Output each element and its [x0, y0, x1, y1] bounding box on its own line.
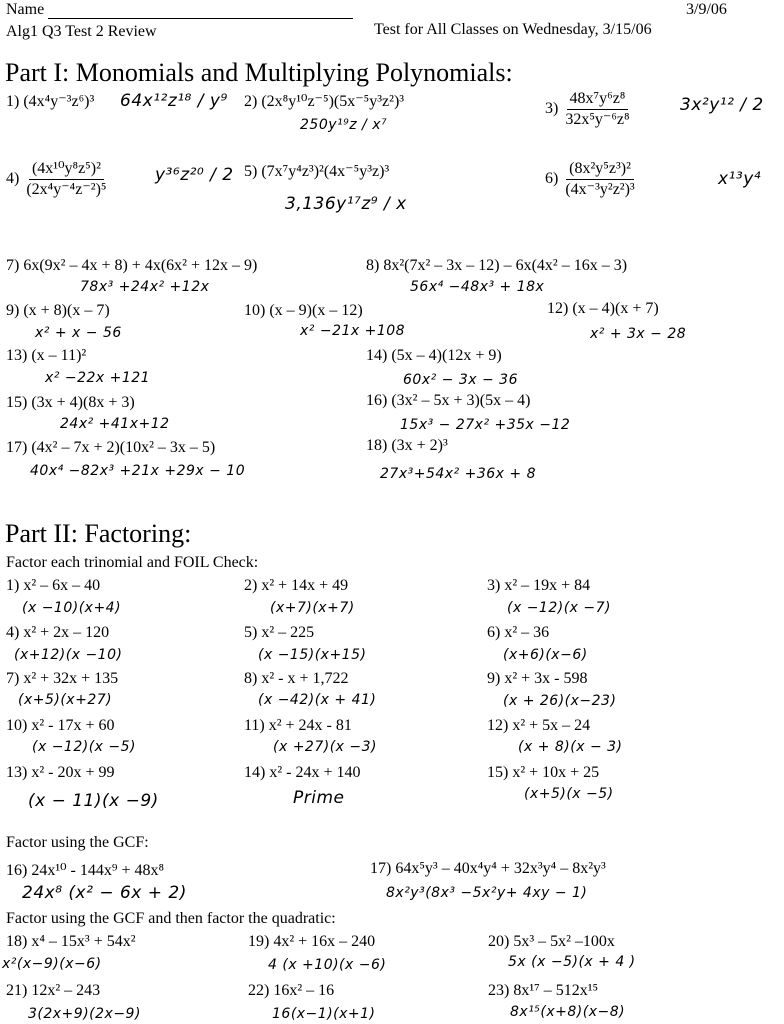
- p1-problem-12: 12) (x – 4)(x + 7): [547, 300, 659, 317]
- p2-answer-16: 24x⁸ (x² − 6x + 2): [22, 883, 187, 903]
- p2-problem-21: 21) 12x² – 243: [6, 982, 101, 999]
- p1-problem-13: 13) (x – 11)²: [6, 347, 87, 364]
- p2-answer-8: (x −42)(x + 41): [258, 692, 377, 708]
- p2-problem-10: 10) x² - 17x + 60: [6, 717, 115, 734]
- p2-answer-10: (x −12)(x −5): [32, 739, 137, 755]
- p2-answer-11: (x +27)(x −3): [273, 739, 378, 755]
- p2-answer-17: 8x²y³(8x³ −5x²y+ 4xy − 1): [386, 885, 588, 901]
- part2-title: Part II: Factoring:: [5, 519, 192, 548]
- p1-problem-7: 7) 6x(9x² – 4x + 8) + 4x(6x² + 12x – 9): [6, 257, 258, 274]
- part1-title: Part I: Monomials and Multiplying Polynomials:: [5, 58, 513, 87]
- p2-problem-19: 19) 4x² + 16x – 240: [248, 933, 376, 950]
- p2-answer-23: 8x¹⁵(x+8)(x−8): [510, 1004, 626, 1020]
- p2-answer-12: (x + 8)(x − 3): [518, 739, 623, 755]
- p2-answer-1: (x −10)(x+4): [22, 600, 122, 616]
- p1-problem-1: 1) (4x⁴y⁻³z⁶)³: [6, 93, 95, 110]
- p2-answer-4: (x+12)(x −10): [14, 647, 123, 663]
- course-title: Alg1 Q3 Test 2 Review: [6, 23, 157, 40]
- p2-problem-22: 22) 16x² – 16: [248, 982, 335, 999]
- name-label-row: [6, 1, 353, 19]
- p1-answer-18: 27x³+54x² +36x + 8: [380, 466, 536, 482]
- p2-answer-3: (x −12)(x −7): [507, 600, 612, 616]
- p2-problem-20: 20) 5x³ – 5x² –100x: [488, 933, 615, 950]
- p2-answer-2: (x+7)(x+7): [270, 600, 355, 616]
- p1-problem-17: 17) (4x² – 7x + 2)(10x² – 3x – 5): [6, 439, 216, 456]
- instruction-gcf-quadratic: Factor using the GCF and then factor the quadratic:: [6, 910, 336, 927]
- p2-answer-18: x²(x−9)(x−6): [2, 956, 102, 972]
- p2-answer-5: (x −15)(x+15): [258, 647, 367, 663]
- p2-problem-1: 1) x² – 6x – 40: [6, 577, 101, 594]
- p2-problem-23: 23) 8x¹⁷ – 512x¹⁵: [488, 982, 599, 999]
- p1-answer-9: x² + x − 56: [35, 325, 122, 341]
- p1-problem-2: 2) (2x⁸y¹⁰z⁻⁵)(5x⁻⁵y³z²)³: [244, 93, 405, 110]
- p2-problem-16: 16) 24x¹⁰ - 144x⁹ + 48x⁸: [6, 862, 165, 879]
- test-info: Test for All Classes on Wednesday, 3/15/06: [374, 21, 652, 38]
- p1-problem-9: 9) (x + 8)(x – 7): [6, 302, 110, 319]
- p1-answer-6: x¹³y⁴: [718, 169, 762, 189]
- instruction-gcf: Factor using the GCF:: [6, 834, 149, 851]
- p1-problem-8: 8) 8x²(7x² – 3x – 12) – 6x(4x² – 16x – 3): [366, 257, 628, 274]
- p2-problem-7: 7) x² + 32x + 135: [6, 670, 119, 687]
- p2-problem-12: 12) x² + 5x – 24: [487, 717, 591, 734]
- p2-problem-17: 17) 64x⁵y³ – 40x⁴y⁴ + 32x³y⁴ – 8x²y³: [370, 860, 606, 877]
- p1-answer-15: 24x² +41x+12: [60, 416, 170, 432]
- p1-problem-10: 10) (x – 9)(x – 12): [244, 302, 363, 319]
- p2-answer-15: (x+5)(x −5): [524, 786, 614, 802]
- p1-answer-16: 15x³ − 27x² +35x −12: [400, 417, 571, 433]
- p2-answer-6: (x+6)(x−6): [503, 647, 588, 663]
- p2-problem-2: 2) x² + 14x + 49: [244, 577, 349, 594]
- p2-answer-14: Prime: [293, 788, 345, 808]
- p1-problem-6: 6) $\frac{\text{(8x²y⁵z³)²}}{\text{(4x⁻³y²z²)³}}$: [545, 160, 635, 198]
- p2-answer-19: 4 (x +10)(x −6): [268, 957, 387, 973]
- p1-problem-16: 16) (3x² – 5x + 3)(5x – 4): [366, 392, 531, 409]
- p2-problem-5: 5) x² – 225: [244, 624, 315, 641]
- p1-answer-14: 60x² − 3x − 36: [403, 372, 518, 388]
- p2-answer-13: (x − 11)(x −9): [28, 791, 159, 811]
- p1-problem-15: 15) (3x + 4)(8x + 3): [6, 394, 135, 411]
- p2-answer-7: (x+5)(x+27): [18, 692, 113, 708]
- p2-problem-15: 15) x² + 10x + 25: [487, 764, 600, 781]
- p1-problem-3: 3) $\frac{\text{48x⁷y⁶z⁸}}{\text{32x⁵y⁻⁶z⁸}}$: [545, 90, 630, 128]
- p1-answer-12: x² + 3x − 28: [590, 326, 687, 342]
- p2-answer-9: (x + 26)(x−23): [503, 693, 617, 709]
- p1-answer-13: x² −22x +121: [45, 370, 151, 386]
- p2-problem-8: 8) x² - x + 1,722: [244, 670, 349, 687]
- p1-answer-17: 40x⁴ −82x³ +21x +29x − 10: [30, 463, 246, 479]
- p2-answer-21: 3(2x+9)(2x−9): [28, 1006, 141, 1022]
- p2-problem-4: 4) x² + 2x – 120: [6, 624, 110, 641]
- p1-answer-2: 250y¹⁹z / x⁷: [300, 117, 388, 133]
- header-date: 3/9/06: [686, 1, 727, 18]
- name-blank-line: [48, 6, 353, 19]
- p1-problem-4: 4) $\frac{\text{(4x¹⁰y⁸z⁵)²}}{\text{(2x⁴y⁻⁴z⁻²)⁵}}$: [6, 160, 107, 198]
- p1-answer-3: 3x²y¹² / 2: [680, 95, 764, 115]
- p2-problem-3: 3) x² – 19x + 84: [487, 577, 591, 594]
- p2-problem-18: 18) x⁴ – 15x³ + 54x²: [6, 933, 136, 950]
- p1-answer-5: 3,136y¹⁷z⁹ / x: [285, 194, 407, 214]
- instruction-foil: Factor each trinomial and FOIL Check:: [6, 554, 259, 571]
- p2-problem-6: 6) x² – 36: [487, 624, 550, 641]
- p1-answer-1: 64x¹²z¹⁸ / y⁹: [120, 91, 228, 111]
- name-label: Name: [6, 1, 45, 18]
- p1-answer-10: x² −21x +108: [300, 323, 406, 339]
- p1-problem-18: 18) (3x + 2)³: [366, 437, 448, 454]
- p2-answer-20: 5x (x −5)(x + 4 ): [508, 954, 636, 970]
- p1-problem-5: 5) (7x⁷y⁴z³)²(4x⁻⁵y³z)³: [244, 163, 390, 180]
- p1-answer-8: 56x⁴ −48x³ + 18x: [410, 279, 545, 295]
- p2-problem-11: 11) x² + 24x - 81: [244, 717, 352, 734]
- p2-answer-22: 16(x−1)(x+1): [272, 1006, 376, 1022]
- p2-problem-13: 13) x² - 20x + 99: [6, 764, 115, 781]
- p1-problem-14: 14) (5x – 4)(12x + 9): [366, 347, 502, 364]
- p1-answer-4: y³⁶z²⁰ / 2: [155, 165, 234, 185]
- p2-problem-14: 14) x² - 24x + 140: [244, 764, 361, 781]
- p1-answer-7: 78x³ +24x² +12x: [80, 279, 210, 295]
- p2-problem-9: 9) x² + 3x - 598: [487, 670, 588, 687]
